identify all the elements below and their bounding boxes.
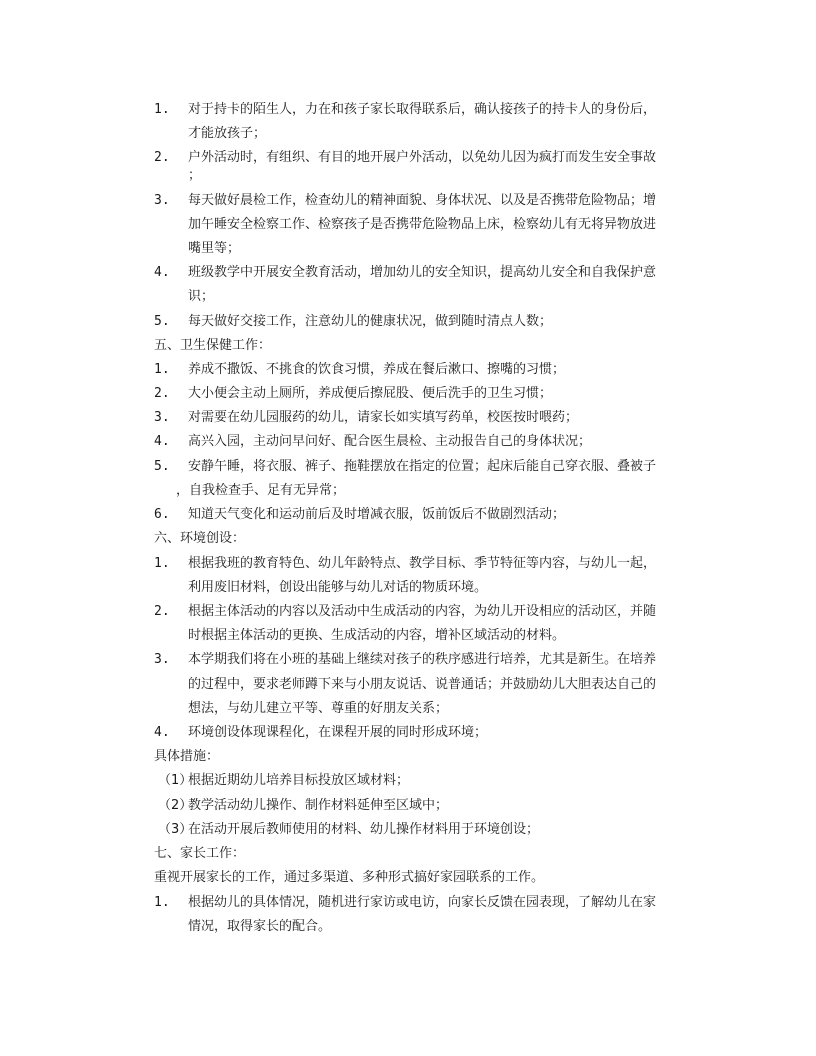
list-number: 2.	[154, 150, 170, 165]
list-item-text: 时根据主体活动的更换、生成活动的内容，增补区域活动的材料。	[188, 628, 566, 643]
measure-text: 在活动开展后教师使用的材料、幼儿操作材料用于环境创设；	[188, 822, 540, 837]
list-item-text: 对于持卡的陌生人，力在和孩子家长取得联系后，确认接孩子的持卡人的身份后，	[188, 102, 657, 117]
list-number: 3.	[154, 410, 170, 425]
list-item-text: ；	[188, 168, 202, 183]
list-item-text: 高兴入园，主动问早问好、配合医生晨检、主动报告自己的身体状况；	[188, 434, 592, 449]
list-number: 2.	[154, 604, 170, 619]
list-number: 2.	[154, 386, 170, 401]
measure-number: （1）	[158, 773, 193, 788]
list-item-text: 安静午睡，将衣服、裤子、拖鞋摆放在指定的位置；起床后能自己穿衣服、叠被子	[188, 459, 657, 474]
list-number: 5.	[154, 459, 170, 474]
list-item-text: 知道天气变化和运动前后及时增减衣服，饭前饭后不做剧烈活动；	[188, 507, 566, 522]
section-heading: 六、环境创设：	[154, 531, 246, 546]
list-item-text: 的过程中，要求老师蹲下来与小朋友说话、说普通话；并鼓励幼儿大胆表达自己的	[188, 677, 657, 692]
list-item-text: 识；	[188, 289, 215, 304]
list-number: 1.	[154, 895, 170, 910]
section-heading: 七、家长工作：	[154, 846, 246, 861]
list-item-text: 本学期我们将在小班的基础上继续对孩子的秩序感进行培养，尤其是新生。在培养	[188, 652, 657, 667]
list-item-text: 每天做好晨检工作，检查幼儿的精神面貌、身体状况、以及是否携带危险物品；增	[188, 193, 657, 208]
list-number: 3.	[154, 193, 170, 208]
measures-heading: 具体措施：	[154, 749, 220, 764]
list-item-text: 对需要在幼儿园服药的幼儿，请家长如实填写药单，校医按时喂药；	[188, 410, 579, 425]
paragraph: 重视开展家长的工作，通过多渠道、多种形式搞好家园联系的工作。	[154, 870, 545, 885]
list-item-text: 嘴里等；	[188, 241, 241, 256]
list-item-text: 班级教学中开展安全教育活动，增加幼儿的安全知识，提高幼儿安全和自我保护意	[188, 265, 657, 280]
list-item-text: 每天做好交接工作，注意幼儿的健康状况，做到随时清点人数；	[188, 314, 553, 329]
measure-text: 教学活动幼儿操作、制作材料延伸至区域中；	[188, 798, 449, 813]
list-number: 4.	[154, 265, 170, 280]
list-number: 4.	[154, 434, 170, 449]
list-item-text: ，自我检查手、足有无异常；	[176, 483, 346, 498]
list-item-text: 想法，与幼儿建立平等、尊重的好朋友关系；	[188, 701, 449, 716]
list-number: 6.	[154, 507, 170, 522]
list-number: 5.	[154, 314, 170, 329]
list-item-text: 利用废旧材料，创设出能够与幼儿对话的物质环境。	[188, 580, 488, 595]
measure-number: （3）	[158, 822, 193, 837]
list-item-text: 加午睡安全检察工作、检察孩子是否携带危险物品上床，检察幼儿有无将异物放进	[188, 217, 657, 232]
list-item-text: 情况，取得家长的配合。	[188, 919, 332, 934]
measure-number: （2）	[158, 798, 193, 813]
list-item-text: 养成不撒饭、不挑食的饮食习惯，养成在餐后漱口、擦嘴的习惯；	[188, 362, 566, 377]
list-item-text: 户外活动时，有组织、有目的地开展户外活动，以免幼儿因为疯打而发生安全事故	[188, 150, 657, 165]
list-item-text: 大小便会主动上厕所，养成便后擦屁股、便后洗手的卫生习惯；	[188, 386, 553, 401]
measure-text: 根据近期幼儿培养目标投放区域材料；	[188, 773, 410, 788]
list-item-text: 才能放孩子；	[188, 126, 267, 141]
list-item-text: 环境创设体现课程化，在课程开展的同时形成环境；	[188, 725, 488, 740]
list-item-text: 根据幼儿的具体情况，随机进行家访或电访，向家长反馈在园表现，了解幼儿在家	[188, 895, 657, 910]
list-item-text: 根据我班的教育特色、幼儿年龄特点、教学目标、季节特征等内容，与幼儿一起，	[188, 556, 657, 571]
list-number: 1.	[154, 556, 170, 571]
list-number: 3.	[154, 652, 170, 667]
list-number: 1.	[154, 362, 170, 377]
list-item-text: 根据主体活动的内容以及活动中生成活动的内容，为幼儿开设相应的活动区，并随	[188, 604, 657, 619]
section-heading: 五、卫生保健工作：	[154, 338, 272, 353]
list-number: 1.	[154, 102, 170, 117]
list-number: 4.	[154, 725, 170, 740]
